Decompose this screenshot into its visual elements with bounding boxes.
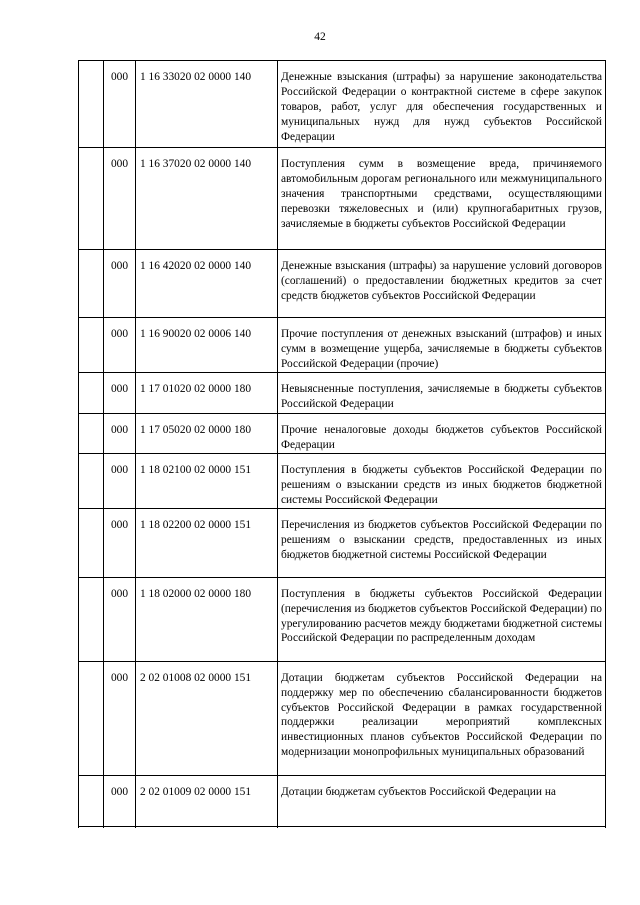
admin-code-cell: 000: [104, 318, 136, 373]
admin-code-cell: 000: [104, 453, 136, 508]
blank-cell: [79, 372, 104, 413]
blank-cell: [79, 61, 104, 148]
revenue-name-cell: Поступления в бюджеты субъектов Российской Федерации по решениям о взыскании средств из иных бюджетов бюджетной системы Российской Федерации: [278, 453, 606, 508]
blank-cell: [79, 577, 104, 661]
blank-cell: [79, 508, 104, 577]
blank-cell: [79, 661, 104, 775]
table-row: [79, 148, 606, 250]
admin-code-cell: 000: [104, 508, 136, 577]
admin-code-cell: 000: [104, 250, 136, 318]
admin-code-cell: 000: [104, 148, 136, 250]
table-row: [79, 61, 606, 148]
revenue-name-cell: Дотации бюджетам субъектов Российской Федерации на: [278, 775, 606, 828]
budget-code-cell: 1 17 05020 02 0000 180: [136, 413, 278, 453]
table-row: [79, 508, 606, 577]
budget-code-cell: 1 17 01020 02 0000 180: [136, 372, 278, 413]
blank-cell: [79, 775, 104, 828]
admin-code-cell: 000: [104, 577, 136, 661]
budget-code-cell: 1 16 42020 02 0000 140: [136, 250, 278, 318]
blank-cell: [79, 453, 104, 508]
budget-classification-table: [78, 60, 606, 828]
table-row: [79, 453, 606, 508]
revenue-name-cell: Поступления сумм в возмещение вреда, причиняемого автомобильным дорогам регионального или межмуниципального значения транспортными средствами, осуществляющими перевозки тяжеловесных и (или) крупногабаритных грузов, зачисляемые в бюджеты субъектов Российской Федерации: [278, 148, 606, 250]
table-row: [79, 577, 606, 661]
revenue-name-cell: Денежные взыскания (штрафы) за нарушение условий договоров (соглашений) о предоставлении бюджетных кредитов за счет средств бюджетов субъектов Российской Федерации: [278, 250, 606, 318]
budget-code-cell: 1 16 33020 02 0000 140: [136, 61, 278, 148]
budget-code-cell: 1 16 37020 02 0000 140: [136, 148, 278, 250]
blank-cell: [79, 413, 104, 453]
table-row: [79, 372, 606, 413]
blank-cell: [79, 148, 104, 250]
revenue-name-cell: Прочие неналоговые доходы бюджетов субъектов Российской Федерации: [278, 413, 606, 453]
budget-code-cell: 1 16 90020 02 0006 140: [136, 318, 278, 373]
table-row: [79, 775, 606, 828]
revenue-name-cell: Дотации бюджетам субъектов Российской Федерации на поддержку мер по обеспечению сбалансированности бюджетов субъектов Российской Федерации в рамках государственной поддержки реализации мероприятий комплексных инвестиционных планов субъектов Российской Федерации по модернизации монопрофильных муниципальных образований: [278, 661, 606, 775]
budget-code-cell: 1 18 02100 02 0000 151: [136, 453, 278, 508]
table-row: [79, 250, 606, 318]
budget-code-cell: 2 02 01009 02 0000 151: [136, 775, 278, 828]
table-row: [79, 318, 606, 373]
blank-cell: [79, 250, 104, 318]
table-row: [79, 413, 606, 453]
revenue-name-cell: Невыясненные поступления, зачисляемые в бюджеты субъектов Российской Федерации: [278, 372, 606, 413]
blank-cell: [79, 318, 104, 373]
admin-code-cell: 000: [104, 775, 136, 828]
budget-code-cell: 1 18 02000 02 0000 180: [136, 577, 278, 661]
admin-code-cell: 000: [104, 413, 136, 453]
revenue-name-cell: Перечисления из бюджетов субъектов Российской Федерации по решениям о взыскании средств, предоставленных из иных бюджетов бюджетной системы Российской Федерации: [278, 508, 606, 577]
page-number: 42: [314, 31, 326, 43]
revenue-name-cell: Прочие поступления от денежных взысканий (штрафов) и иных сумм в возмещение ущерба, зачисляемые в бюджеты субъектов Российской Федерации (прочие): [278, 318, 606, 373]
table-bottom-border: [78, 826, 606, 827]
budget-code-cell: 1 18 02200 02 0000 151: [136, 508, 278, 577]
revenue-name-cell: Денежные взыскания (штрафы) за нарушение законодательства Российской Федерации о контрактной системе в сфере закупок товаров, работ, услуг для обеспечения государственных и муниципальных нужд для нужд субъектов Российской Федерации: [278, 61, 606, 148]
revenue-name-cell: Поступления в бюджеты субъектов Российской Федерации (перечисления из бюджетов субъектов Российской Федерации) по урегулированию расчетов между бюджетами бюджетной системы Российской Федерации по распределенным доходам: [278, 577, 606, 661]
budget-code-cell: 2 02 01008 02 0000 151: [136, 661, 278, 775]
admin-code-cell: 000: [104, 661, 136, 775]
admin-code-cell: 000: [104, 372, 136, 413]
admin-code-cell: 000: [104, 61, 136, 148]
table-row: [79, 661, 606, 775]
